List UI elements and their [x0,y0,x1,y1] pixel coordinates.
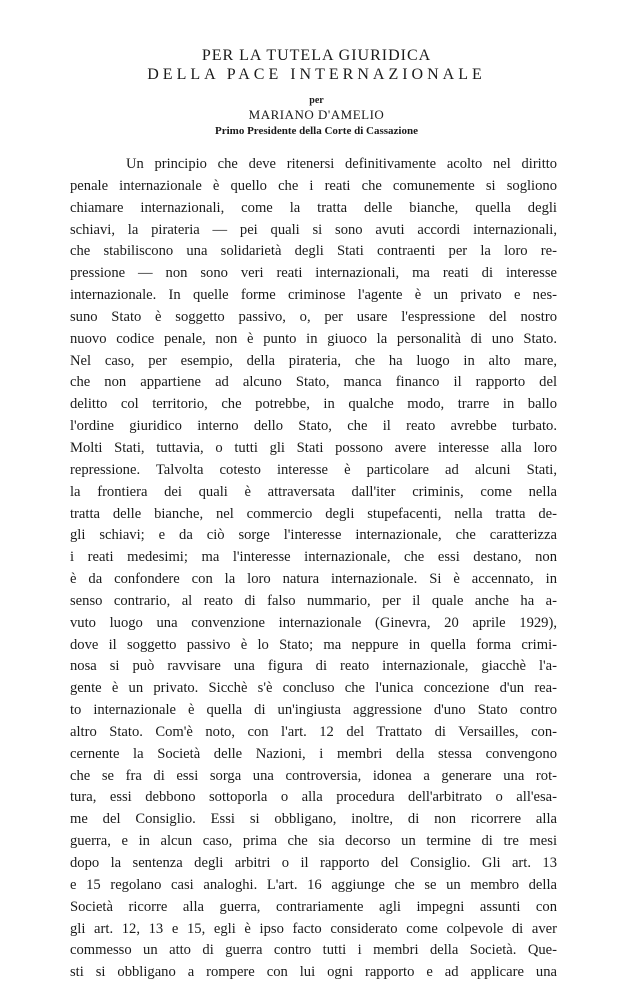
body-line: dopo la sentenza degli arbitri o il rapporto del Consiglio. Gli art. 13 [70,855,557,871]
author-affiliation: Primo Presidente della Corte di Cassazione [215,125,418,137]
body-line: repressione. Talvolta cotesto interesse è particolare ad alcuni Stati, [70,461,557,478]
article-title-line-1: PER LA TUTELA GIURIDICA [201,47,432,64]
body-line: altro Stato. Com'è noto, con l'art. 12 del Trattato di Versailles, con- [70,723,557,740]
byline-per: per [309,95,324,106]
body-line: nuovo codice penale, non è punto in giuoco la personalità di uno Stato. [70,330,557,347]
body-line: schiavi, la pirateria — pei quali si sono avuti accordi internazionali, [70,221,557,238]
body-line: me del Consiglio. Essi si obbligano, inoltre, di non ricorrere alla [70,811,557,828]
body-line: internazionale. In quelle forme criminose l'agente è un privato e nes- [70,287,557,304]
body-line: Società ricorre alla guerra, contrariamente agli impegni assunti con [70,898,557,915]
body-line: vuto luogo una convenzione internazionale (Ginevra, 20 aprile 1929), [70,614,557,631]
body-line: guerra, e in alcun caso, prima che sia decorso un termine di tre mesi [70,833,557,850]
body-line: tura, essi debbono sottoporla o alla procedura dell'arbitrato o all'esa- [70,789,557,806]
body-line: che non appartiene ad alcuno Stato, manca financo il rapporto del [70,374,557,391]
body-line: gli schiavi; e da ciò sorge l'interesse internazionale, che caratterizza [70,527,557,544]
body-line: suno Stato è soggetto passivo, o, per usare l'espressione del nostro [70,308,557,325]
body-line: l'ordine giuridico interno dello Stato, che il reato avrebbe turbato. [70,418,557,435]
body-line: la frontiera dei quali è attraversata dall'iter criminis, come nella [70,483,557,500]
body-line: chiamare internazionali, come la tratta delle bianche, quella degli [70,199,557,216]
body-line: delitto col territorio, che potrebbe, in qualche modo, trarre in ballo [70,396,557,413]
body-line: e 15 regolano casi analoghi. L'art. 16 aggiunge che se un membro della [70,876,557,893]
body-line: che se fra di essi sorga una controversia, idonea a generare una rot- [70,767,557,784]
body-line: senso contrario, al reato di falso nummario, per il quale anche ha a- [70,592,557,609]
body-line: Un principio che deve ritenersi definitivamente acolto nel diritto [126,156,557,172]
body-line: i reati medesimi; ma l'interesse internazionale, che essi destano, non [70,549,557,566]
body-line: Nel caso, per esempio, della pirateria, che ha luogo in alto mare, [70,352,557,369]
author-name: MARIANO D'AMELIO [248,107,385,122]
body-line: Molti Stati, tuttavia, o tutti gli Stati possono avere interesse alla loro [70,439,557,456]
body-line: sti si obbligano a rompere con lui ogni rapporto e ad applicare una [70,964,557,981]
body-line: dove il soggetto passivo è lo Stato; ma neppure in quella forma crimi- [70,636,557,653]
article-title-line-2: DELLA PACE INTERNAZIONALE [147,66,486,83]
body-line: cernente la Società delle Nazioni, i membri della stessa convengono [70,745,557,762]
body-line: pressione — non sono veri reati internazionali, ma reati di interesse [70,265,557,282]
body-line: gli art. 12, 13 e 15, egli è ipso facto considerato come colpevole di aver [70,920,557,937]
body-line: è da confondere con la loro natura internazionale. Si è accennato, in [70,571,557,588]
body-line: to internazionale è quella di un'ingiusta aggressione d'uno Stato contro [70,702,557,719]
body-text [70,154,557,984]
body-line: gente è un privato. Sicchè s'è concluso che l'unica concezione d'un rea- [70,680,557,697]
body-line: nosa si può ravvisare una figura di reato internazionale, giacchè l'a- [70,658,557,675]
body-line: penale internazionale è quello che i reati che comunemente si sogliono [70,177,557,194]
body-line: che stabiliscono una solidarietà degli Stati contraenti per la loro re- [70,243,557,260]
body-line: tratta delle bianche, nel commercio degli stupefacenti, nella tratta de- [70,505,557,522]
body-line: commesso un atto di guerra contro tutti i membri della Società. Que- [70,942,557,959]
